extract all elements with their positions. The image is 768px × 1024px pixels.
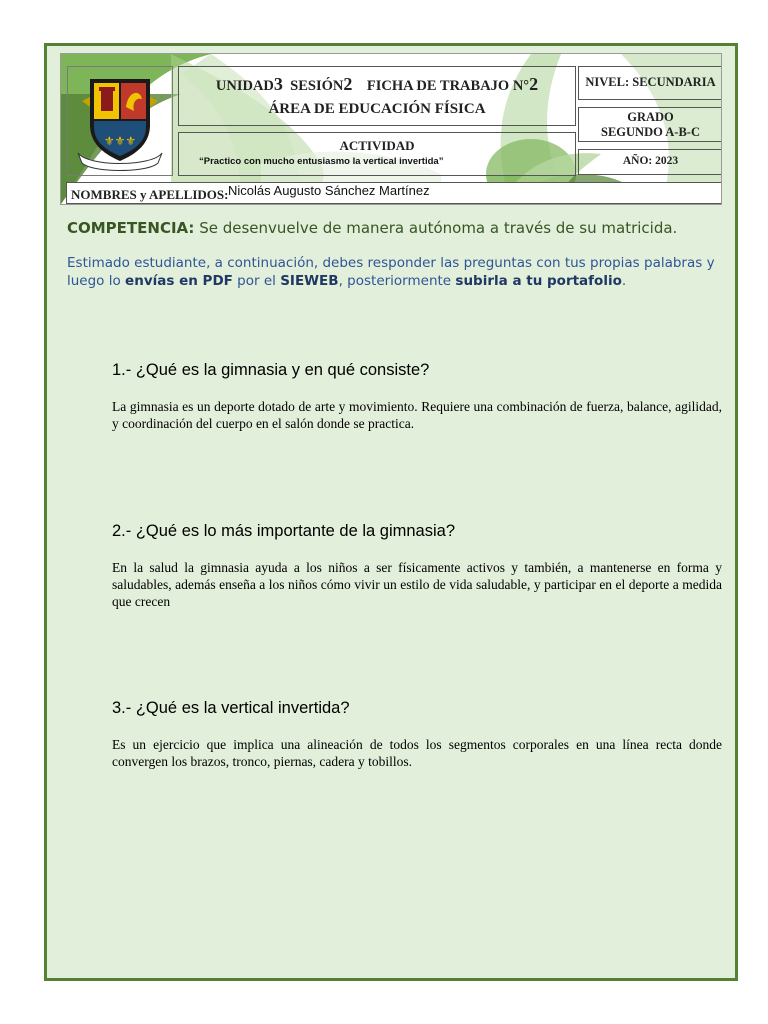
competencia-label: COMPETENCIA: — [67, 219, 195, 237]
school-logo — [67, 66, 173, 176]
question-1-answer: La gimnasia es un deporte dotado de arte y movimiento. Requiere una combinación de fuerza, balance, agilidad, y coordinación del cuerpo en el salón donde se practica. — [112, 399, 722, 431]
intro-paragraph — [67, 254, 717, 290]
title-box — [178, 66, 576, 126]
anio-text: AÑO: 2023 — [622, 155, 679, 167]
ficha-number: 2 — [529, 74, 539, 94]
nivel-box — [578, 66, 722, 100]
unit-session-line — [179, 74, 575, 95]
activity-box — [178, 132, 576, 176]
nivel-text: NIVEL: SECUNDARIA — [585, 75, 716, 89]
area-title: ÁREA DE EDUCACIÓN FÍSICA — [268, 101, 486, 117]
unidad-label: UNIDAD — [215, 78, 274, 94]
competencia-text: Se desenvuelve de manera autónoma a través de su matricida. — [199, 219, 678, 237]
intro-part-1: Estimado estudiante, a continuación, debes responder las preguntas con tus propias palabras y luego lo — [67, 255, 715, 289]
student-name: Nicolás Augusto Sánchez Martínez — [228, 183, 430, 198]
names-box — [66, 182, 722, 204]
sesion-number: 2 — [343, 74, 353, 94]
intro-bold-portafolio: subirla a tu portafolio — [455, 273, 622, 289]
question-2-answer: En la salud la gimnasia ayuda a los niños a ser físicamente activos y también, a mantenerse en forma y saludables, además enseña a los niños cómo vivir un estilo de vida saludable, y participar en el deporte a medida que crecen — [112, 560, 722, 609]
grado-label: GRADO — [627, 110, 674, 124]
sesion-label: SESIÓN — [290, 78, 344, 94]
intro-part-2: por el — [232, 273, 281, 289]
activity-label: ACTIVIDAD — [339, 138, 415, 153]
question-3-title: 3.- ¿Qué es la vertical invertida? — [112, 699, 350, 717]
names-label: NOMBRES y APELLIDOS: — [71, 187, 229, 202]
question-2-title: 2.- ¿Qué es lo más importante de la gimnasia? — [112, 522, 455, 540]
intro-part-4: . — [621, 273, 627, 289]
anio-box — [578, 149, 722, 175]
competencia — [67, 219, 717, 237]
unidad-number: 3 — [273, 74, 283, 94]
activity-text: “Practico con mucho entusiasmo la vertical invertida” — [199, 156, 444, 167]
question-3-answer: Es un ejercicio que implica una alineación de todos los segmentos corporales en una línea recta donde convergen los brazos, tronco, piernas, cadera y tobillos. — [112, 737, 722, 769]
worksheet-page — [44, 43, 738, 981]
svg-text:⚜⚜⚜: ⚜⚜⚜ — [103, 134, 137, 148]
intro-part-3: , posteriormente — [338, 273, 456, 289]
grado-box — [578, 107, 722, 142]
ficha-label: FICHA DE TRABAJO N° — [366, 78, 530, 94]
question-1-title: 1.- ¿Qué es la gimnasia y en qué consiste? — [112, 361, 430, 379]
intro-bold-sieweb: SIEWEB — [280, 273, 339, 289]
worksheet-header — [60, 53, 722, 205]
intro-bold-pdf: envías en PDF — [125, 273, 233, 289]
grado-value: SEGUNDO A-B-C — [601, 125, 700, 139]
